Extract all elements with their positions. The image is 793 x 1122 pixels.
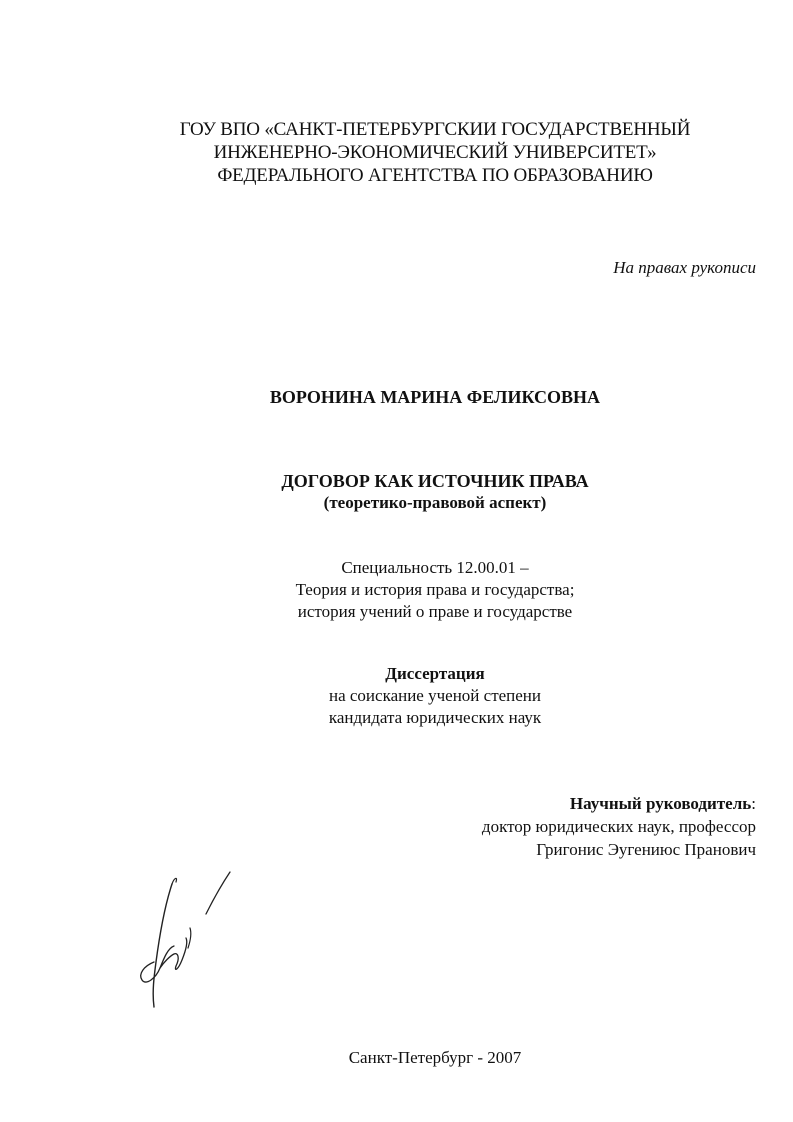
supervisor-heading-colon: : bbox=[751, 794, 756, 813]
supervisor-block bbox=[482, 792, 756, 861]
specialty-block bbox=[150, 557, 720, 623]
org-line-3: ФЕДЕРАЛЬНОГО АГЕНТСТВА ПО ОБРАЗОВАНИЮ bbox=[217, 165, 653, 186]
supervisor-heading-row bbox=[482, 792, 756, 815]
supervisor-heading: Научный руководитель bbox=[569, 794, 752, 813]
specialty-line-1: Специальность 12.00.01 – bbox=[341, 558, 529, 577]
supervisor-name: Григонис Эугениюс Пранович bbox=[536, 840, 756, 859]
org-line-1: ГОУ ВПО «САНКТ-ПЕТЕРБУРГСКИИ ГОСУДАРСТВЕННЫЙ bbox=[179, 119, 691, 140]
dissertation-block bbox=[150, 663, 720, 729]
specialty-line-2: Теория и история права и государства; bbox=[295, 580, 575, 599]
dissertation-line-2: кандидата юридических наук bbox=[328, 708, 542, 727]
supervisor-degree: доктор юридических наук, профессор bbox=[481, 817, 756, 836]
title-main: ДОГОВОР КАК ИСТОЧНИК ПРАВА bbox=[281, 471, 589, 491]
dissertation-line-1: на соискание ученой степени bbox=[328, 686, 542, 705]
manuscript-notice: На правах рукописи bbox=[613, 258, 756, 277]
dissertation-title bbox=[150, 470, 720, 514]
specialty-line-3: история учений о праве и государстве bbox=[297, 602, 573, 621]
city-year: Санкт-Петербург - 2007 bbox=[348, 1048, 522, 1067]
handwritten-signature bbox=[130, 862, 240, 1012]
dissertation-heading: Диссертация bbox=[385, 664, 485, 683]
author-name: ВОРОНИНА МАРИНА ФЕЛИКСОВНА bbox=[269, 387, 601, 407]
org-line-2: ИНЖЕНЕРНО-ЭКОНОМИЧЕСКИЙ УНИВЕРСИТЕТ» bbox=[213, 142, 657, 163]
title-subtitle: (теоретико-правовой аспект) bbox=[323, 493, 547, 512]
organization-header bbox=[100, 118, 770, 187]
